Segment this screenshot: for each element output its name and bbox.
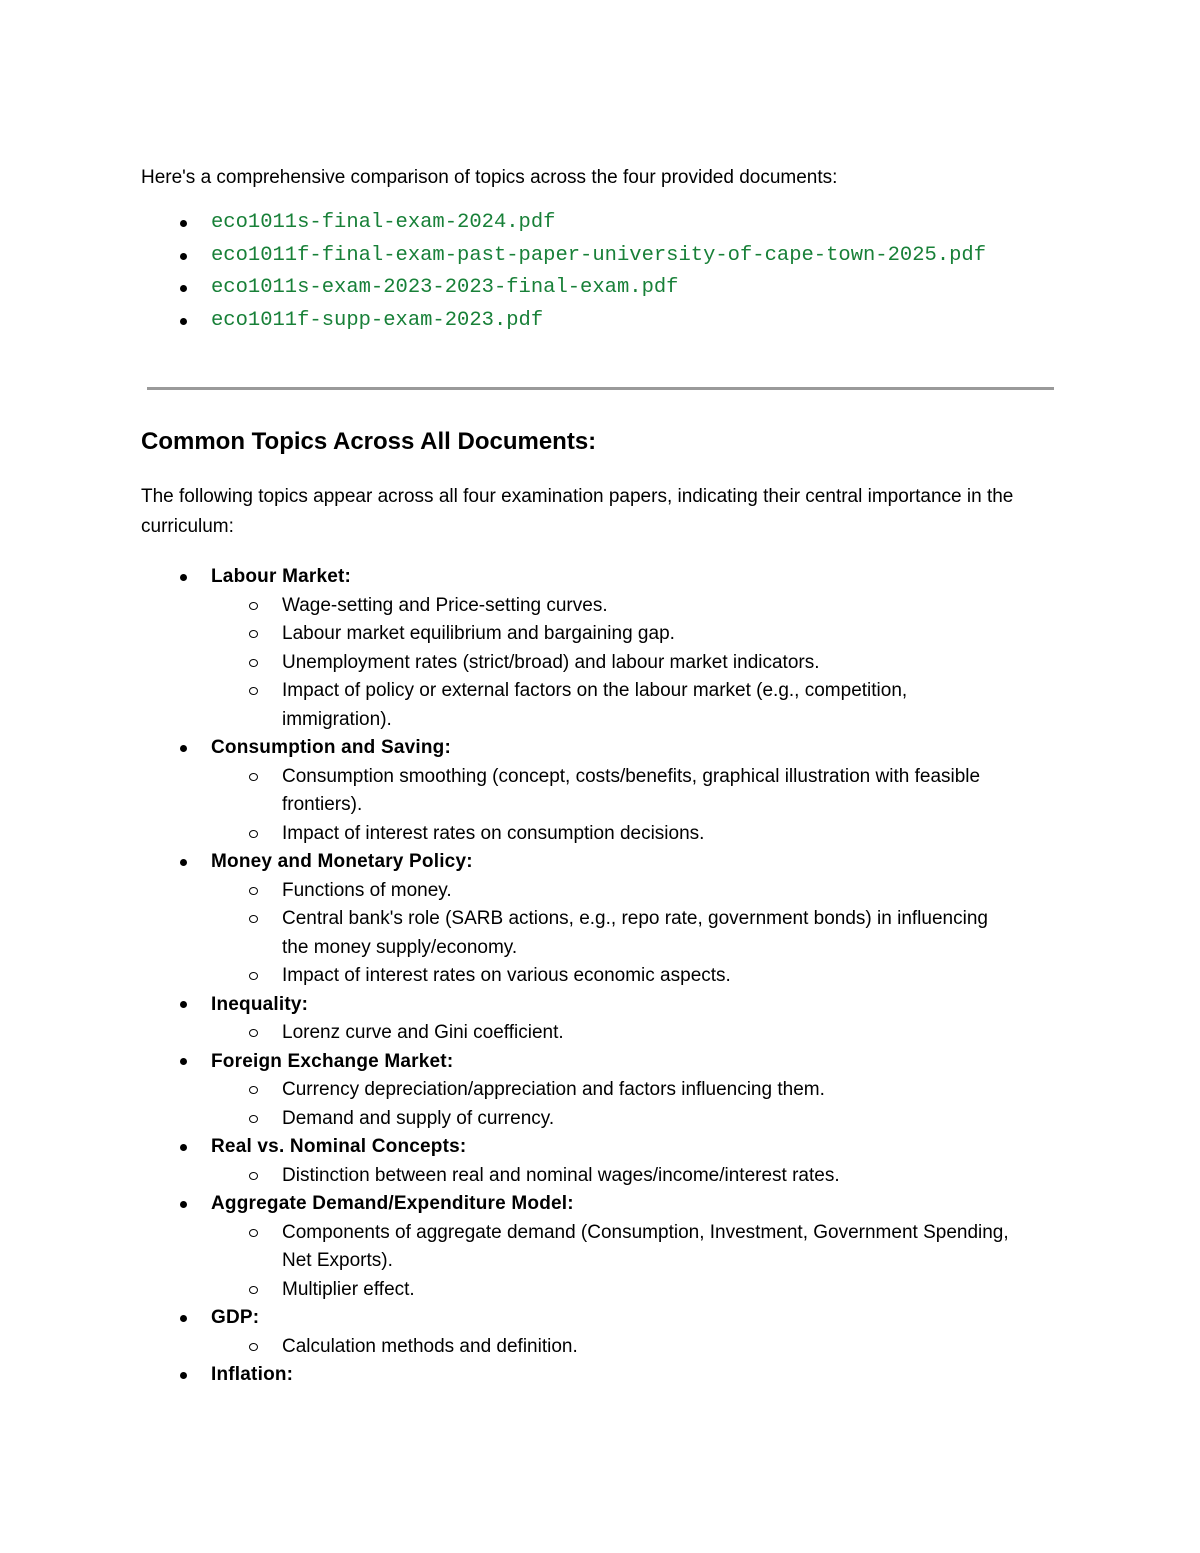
hollow-bullet-icon	[249, 630, 258, 638]
topic-item	[141, 848, 1056, 991]
subtopic-text: Components of aggregate demand (Consumption, Investment, Government Spending, Net Exports).	[282, 1221, 1009, 1271]
subtopic-item	[141, 877, 1012, 906]
hollow-bullet-icon	[249, 1115, 258, 1123]
subtopic-text: Distinction between real and nominal wages/income/interest rates.	[282, 1164, 840, 1186]
subtopic-text: Labour market equilibrium and bargaining gap.	[282, 623, 675, 644]
bullet-icon	[180, 285, 187, 292]
hollow-bullet-icon	[249, 773, 258, 781]
subtopic-list	[141, 592, 1056, 735]
hollow-bullet-icon	[249, 602, 258, 610]
topic-title: Real vs. Nominal Concepts:	[211, 1136, 467, 1157]
hollow-bullet-icon	[249, 887, 258, 895]
topic-title: Foreign Exchange Market:	[211, 1050, 454, 1072]
topic-title: Money and Monetary Policy:	[211, 851, 473, 872]
subtopic-list	[141, 1162, 1056, 1191]
subtopic-item	[141, 820, 1012, 849]
section-heading: Common Topics Across All Documents:	[141, 428, 597, 455]
topic-item	[141, 563, 1056, 734]
subtopic-item	[141, 620, 1012, 649]
topic-title: Aggregate Demand/Expenditure Model:	[211, 1193, 574, 1214]
subtopic-item	[141, 1019, 1012, 1048]
hollow-bullet-icon	[249, 1086, 258, 1094]
bullet-icon	[180, 745, 187, 752]
bullet-icon	[180, 1201, 187, 1208]
subtopic-item	[141, 649, 1012, 678]
topic-item	[141, 1048, 1056, 1134]
file-name: eco1011f-supp-exam-2023.pdf	[211, 308, 544, 332]
bullet-icon	[180, 1144, 187, 1151]
hollow-bullet-icon	[249, 1029, 258, 1037]
subtopic-list	[141, 763, 1056, 849]
hollow-bullet-icon	[249, 972, 258, 980]
bullet-icon	[180, 1001, 187, 1008]
subtopic-item	[141, 962, 1012, 991]
file-name: eco1011s-final-exam-2024.pdf	[211, 211, 556, 234]
subtopic-list	[141, 877, 1056, 991]
subtopic-item	[141, 905, 1012, 962]
subtopic-list	[141, 1219, 1056, 1305]
topic-title: Labour Market:	[211, 566, 352, 587]
subtopic-item	[141, 592, 1012, 621]
subtopic-text: Demand and supply of currency.	[282, 1107, 555, 1129]
topic-title: Inequality:	[211, 993, 309, 1015]
subtopic-item	[141, 1219, 1012, 1276]
hollow-bullet-icon	[249, 830, 258, 838]
bullet-icon	[180, 318, 187, 325]
topic-item	[141, 1133, 1056, 1190]
subtopic-text: Impact of interest rates on consumption decisions.	[282, 822, 705, 844]
file-item[interactable]	[141, 207, 1056, 240]
subtopic-text: Functions of money.	[282, 879, 452, 901]
subtopic-text: Unemployment rates (strict/broad) and labour market indicators.	[282, 651, 820, 673]
subtopic-list	[141, 1076, 1056, 1133]
subtopic-text: Impact of interest rates on various economic aspects.	[282, 965, 731, 986]
subtopic-list	[141, 1333, 1056, 1362]
subtopic-list	[141, 1019, 1056, 1048]
hollow-bullet-icon	[249, 1172, 258, 1180]
hollow-bullet-icon	[249, 687, 258, 695]
topic-list	[141, 563, 1056, 1390]
horizontal-divider	[147, 387, 1054, 390]
subtopic-text: Consumption smoothing (concept, costs/benefits, graphical illustration with feasible frontiers).	[282, 765, 981, 815]
subtopic-text: Calculation methods and definition.	[282, 1335, 578, 1357]
topic-item	[141, 734, 1056, 848]
topic-title: GDP:	[211, 1307, 260, 1328]
file-name: eco1011f-final-exam-past-paper-university-of-cape-town-2025.pdf	[211, 243, 987, 267]
subtopic-item	[141, 1276, 1012, 1305]
subtopic-text: Lorenz curve and Gini coefficient.	[282, 1022, 564, 1043]
subtopic-text: Impact of policy or external factors on the labour market (e.g., competition, immigration).	[282, 680, 908, 730]
document-page	[141, 164, 1056, 1385]
bullet-icon	[180, 1058, 187, 1065]
topic-title: Consumption and Saving:	[211, 737, 451, 758]
file-name: eco1011s-exam-2023-2023-final-exam.pdf	[211, 276, 679, 299]
topic-title: Inflation:	[211, 1364, 294, 1385]
subtopic-item	[141, 1105, 1012, 1134]
hollow-bullet-icon	[249, 1229, 258, 1237]
hollow-bullet-icon	[249, 1343, 258, 1351]
subtopic-text: Wage-setting and Price-setting curves.	[282, 594, 608, 616]
subtopic-item	[141, 1333, 1012, 1362]
topic-item	[141, 1304, 1056, 1361]
bullet-icon	[180, 574, 187, 581]
bullet-icon	[180, 253, 187, 260]
subtopic-item	[141, 677, 1012, 734]
file-item[interactable]	[141, 240, 1056, 273]
bullet-icon	[180, 859, 187, 866]
subtopic-item	[141, 1162, 1012, 1191]
topic-item	[141, 991, 1056, 1048]
subtopic-text: Currency depreciation/appreciation and factors influencing them.	[282, 1079, 825, 1100]
file-list	[141, 207, 1056, 337]
hollow-bullet-icon	[249, 659, 258, 667]
intro-text: Here's a comprehensive comparison of topics across the four provided documents:	[141, 167, 838, 188]
topic-item	[141, 1190, 1056, 1304]
subtopic-item	[141, 763, 1012, 820]
bullet-icon	[180, 1372, 187, 1379]
file-item[interactable]	[141, 272, 1056, 305]
lead-paragraph: The following topics appear across all four examination papers, indicating their central importance in the curriculum:	[141, 486, 1014, 537]
hollow-bullet-icon	[249, 1286, 258, 1294]
bullet-icon	[180, 220, 187, 227]
subtopic-text: Central bank's role (SARB actions, e.g., repo rate, government bonds) in influencing the money supply/economy.	[282, 908, 988, 958]
subtopic-item	[141, 1076, 1012, 1105]
hollow-bullet-icon	[249, 915, 258, 923]
topic-item	[141, 1361, 1056, 1390]
bullet-icon	[180, 1315, 187, 1322]
file-item[interactable]	[141, 305, 1056, 338]
subtopic-text: Multiplier effect.	[282, 1278, 415, 1300]
